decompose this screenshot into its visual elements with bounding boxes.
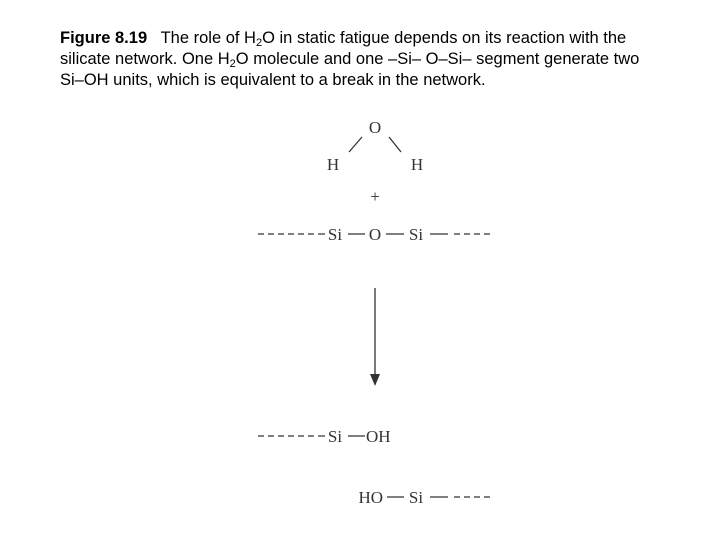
water-bond-right (389, 137, 401, 152)
network-si-left: Si (327, 225, 343, 244)
water-bond-left (349, 137, 362, 152)
network-si-right: Si (408, 225, 424, 244)
product2-hydroxyl: HO (358, 488, 383, 507)
water-hydrogen-right: H (410, 155, 424, 174)
network-oxygen: O (368, 225, 382, 244)
reaction-arrow (370, 288, 380, 386)
caption-line1-a: The role of H (160, 29, 256, 47)
figure-label: Figure 8.19 (60, 29, 148, 47)
caption-line2-a: silicate network. One H (60, 50, 230, 68)
water-oxygen-atom: O (368, 118, 382, 137)
reaction-arrow-head (370, 374, 380, 386)
water-hydrogen-left: H (326, 155, 340, 174)
caption-line1-subscript: 2 (255, 37, 263, 49)
caption-line2-subscript: 2 (229, 58, 236, 70)
product2-si: Si (408, 488, 424, 507)
caption-line3: Si–OH units, which is equivalent to a break in the network. (60, 71, 486, 89)
plus-sign: + (370, 187, 380, 206)
product1-si: Si (327, 427, 343, 446)
product1-hydroxyl: OH (366, 427, 391, 446)
silicate-network-segment (258, 225, 492, 244)
caption-line1-b: O in static fatigue depends on its reaction with the (262, 29, 627, 47)
water-molecule (327, 118, 423, 174)
caption-line2-b: O molecule and one –Si– O–Si– segment generate two (235, 50, 640, 68)
product-silanol-1 (258, 427, 391, 446)
product-silanol-2 (358, 488, 492, 507)
